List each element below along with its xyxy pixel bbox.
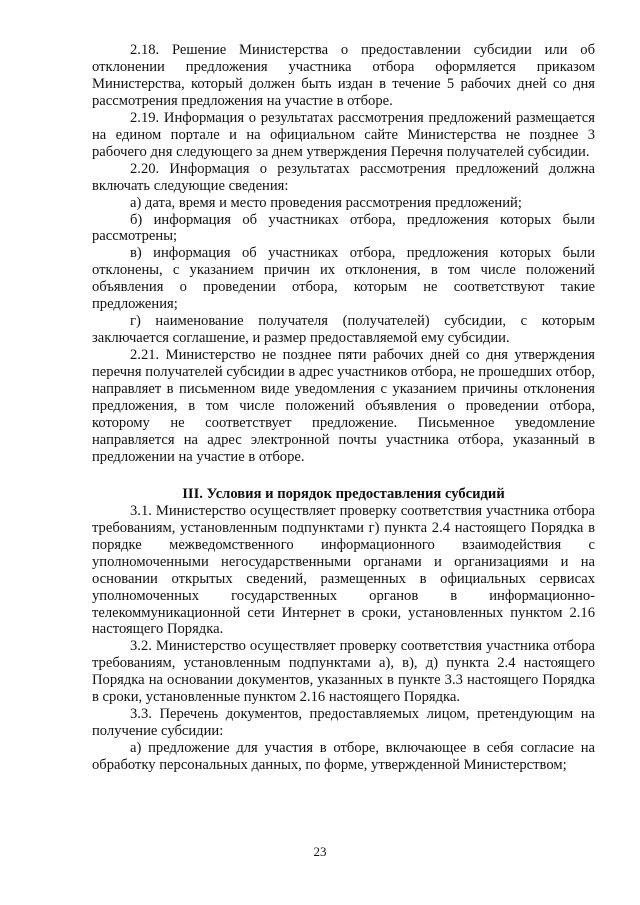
page-number: 23	[313, 844, 327, 859]
list-item-b: б) информация об участниках отбора, предложения которых были рассмотрены;	[92, 211, 595, 245]
list-item-3-3-a: а) предложение для участия в отборе, включающее в себя согласие на обработку персональных данных, по форме, утвержденной Министерством;	[92, 740, 595, 774]
list-item-v: в) информация об участниках отбора, предложения которых были отклонены, с указанием причин их отклонения, в том числе положений объявления о проведении отбора, которым не соответствуют такие предложения;	[92, 245, 595, 313]
paragraph-3-1: 3.1. Министерство осуществляет проверку соответствия участника отбора требованиям, установленным подпунктами г) пункта 2.4 настоящего Порядка в порядке межведомственного информационного взаимодействия с уполномоченными негосударственными органами и организациями и на основании открытых сведений, размещенных в официальных сервисах уполномоченных государственных органов в информационно-телекоммуникационной сети Интернет в сроки, установленных пунктом 2.16 настоящего Порядка.	[92, 502, 595, 638]
paragraph-2-19: 2.19. Информация о результатах рассмотрения предложений размещается на едином портале и на официальном сайте Министерства не позднее 3 рабочего дня следующего за днем утверждения Перечня получателей субсидии.	[92, 109, 595, 160]
paragraph-3-2: 3.2. Министерство осуществляет проверку соответствия участника отбора требованиям, установленным подпунктами а), в), д) пункта 2.4 настоящего Порядка на основании документов, указанных в пункте 3.3 настоящего Порядка в сроки, установленные пунктом 2.16 настоящего Порядка.	[92, 638, 595, 706]
paragraph-2-20: 2.20. Информация о результатах рассмотрения предложений должна включать следующие сведения:	[92, 160, 595, 194]
document-body	[92, 42, 595, 774]
list-item-g: г) наименование получателя (получателей) субсидии, с которым заключается соглашение, и размер предоставляемой ему субсидии.	[92, 313, 595, 347]
list-item-a: а) дата, время и место проведения рассмотрения предложений;	[130, 194, 522, 211]
paragraph-2-21: 2.21. Министерство не позднее пяти рабочих дней со дня утверждения перечня получателей субсидии в адрес участников отбора, не прошедших отбор, направляет в письменном виде уведомления с указанием причины отклонения предложения, в том числе положений объявления о проведении отбора, которому не соответствует предложение. Письменное уведомление направляется на адрес электронной почты участника отбора, указанный в предложении на участие в отборе.	[92, 347, 595, 465]
section-heading: III. Условия и порядок предоставления субсидий	[182, 485, 505, 502]
paragraph-2-18: 2.18. Решение Министерства о предоставлении субсидии или об отклонении предложения участника отбора оформляется приказом Министерства, который должен быть издан в течение 5 рабочих дней со дня рассмотрения предложения на участие в отборе.	[92, 42, 595, 109]
paragraph-3-3: 3.3. Перечень документов, предоставляемых лицом, претендующим на получение субсидии:	[92, 706, 595, 740]
